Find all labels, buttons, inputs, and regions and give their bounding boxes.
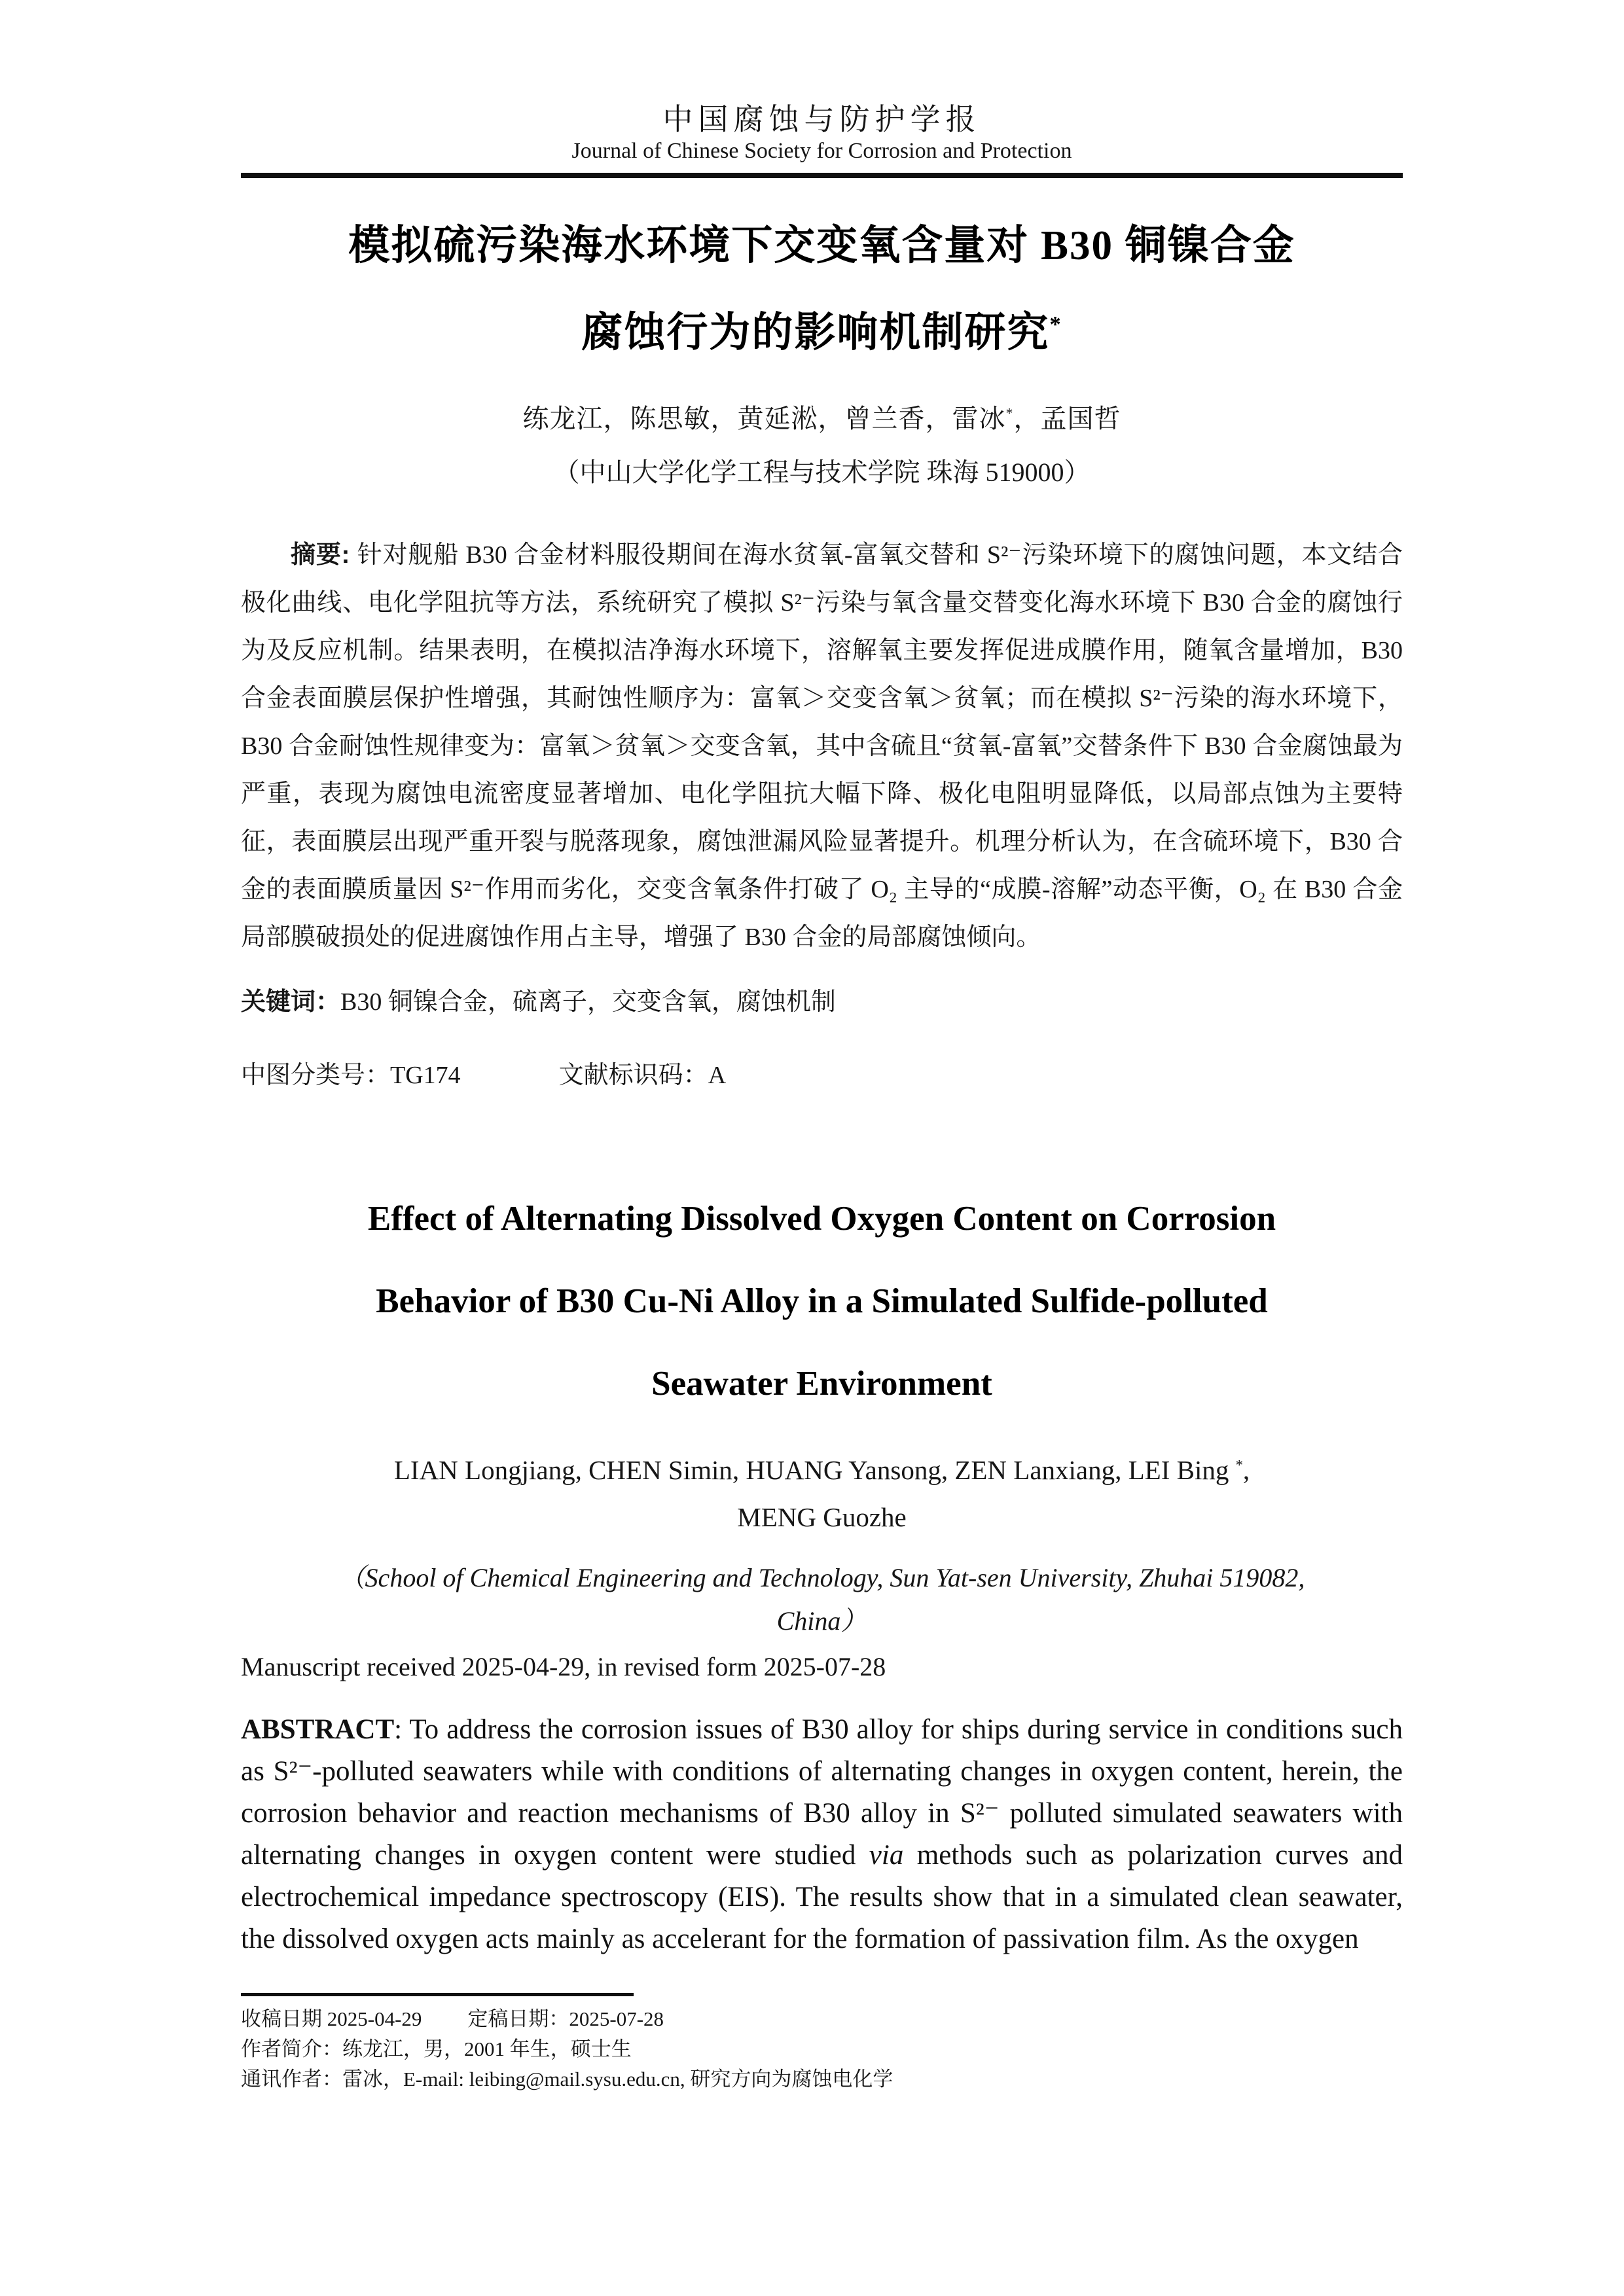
authors-zh-main: 练龙江，陈思敏，黄延淞，曾兰香，雷冰: [522, 404, 1006, 433]
document-code-value: A: [708, 1061, 727, 1089]
authors-zh: [241, 406, 1403, 432]
abstract-en-colon: :: [394, 1714, 410, 1746]
abstract-en-label: ABSTRACT: [241, 1714, 395, 1746]
corresponding-author-marker-zh: *: [1005, 404, 1014, 422]
clc-label: 中图分类号：: [241, 1061, 391, 1089]
abstract-en-text-part1: To address the corrosion issues of B30 alloy for ships during service in conditions such as S²⁻-polluted seawaters while with conditions of alternating changes in oxygen content, herein, the corrosion behavior and reaction mechanisms of B30 alloy in S²⁻ polluted simulated seawaters with alternating changes in oxygen content were studied: [241, 1714, 1403, 1871]
footnote-corresponding-author-line: 通讯作者：雷冰，E-mail: leibing@mail.sysu.edu.cn, 研究方向为腐蚀电化学: [241, 2068, 893, 2091]
abstract-zh: [241, 531, 1403, 961]
article-title-zh-line2-text: 腐蚀行为的影响机制研究: [581, 310, 1050, 355]
article-title-zh-line2: [241, 312, 1403, 353]
page-content: [241, 0, 1403, 2094]
footnote-dates-line: [241, 2004, 1403, 2034]
article-title-en-line2: Behavior of B30 Cu-Ni Alloy in a Simulated Sulfide-polluted: [376, 1282, 1268, 1321]
footnote-rule: [241, 1993, 634, 1996]
authors-zh-tail: ，孟国哲: [1013, 404, 1121, 433]
affiliation-zh: （中山大学化学工程与技术学院 珠海 519000）: [553, 457, 1091, 487]
title-footnote-marker: *: [1049, 312, 1062, 337]
abstract-en-text-part2: methods such as polarization curves and electrochemical impedance spectroscopy (EIS). The results show that in a simulated clean seawater, the dissolved oxygen acts mainly as accelerant for the formation of passivation film. As the oxygen: [241, 1840, 1403, 1955]
corresponding-author-marker-en: *: [1235, 1456, 1243, 1473]
footnote-received-date: 收稿日期 2025-04-29: [241, 2007, 422, 2031]
abstract-en: [241, 1709, 1403, 1960]
abstract-zh-label: 摘要:: [291, 541, 357, 569]
authors-en-line1-tail: ,: [1242, 1455, 1250, 1486]
authors-en-line1: [241, 1457, 1403, 1484]
keywords-zh-label: 关键词：: [241, 988, 341, 1016]
document-code-label: 文献标识码：: [558, 1061, 708, 1089]
abstract-zh-text: 针对舰船 B30 合金材料服役期间在海水贫氧-富氧交替和 S²⁻污染环境下的腐蚀问题，本文结合极化曲线、电化学阻抗等方法，系统研究了模拟 S²⁻污染与氧含量交替变化海水环境下 B30 合金的腐蚀行为及反应机制。结果表明，在模拟洁净海水环境下，溶解氧主要发挥促进成膜作用，随氧含量增加，B30 合金表面膜层保护性增强，其耐蚀性顺序为：富氧＞交变含氧＞贫氧；而在模拟 S²⁻污染的海水环境下，B30 合金耐蚀性规律变为：富氧＞贫氧＞交变含氧，其中含硫且“贫氧-富氧”交替条件下 B30 合金腐蚀最为严重，表现为腐蚀电流密度显著增加、电化学阻抗大幅下降、极化电阻明显降低，以局部点蚀为主要特征，表面膜层出现严重开裂与脱落现象，腐蚀泄漏风险显著提升。机理分析认为，在含硫环境下，B30 合金的表面膜质量因 S²⁻作用而劣化，交变含氧条件打破了 O₂ 主导的“成膜-溶解”动态平衡，O₂ 在 B30 合金局部膜破损处的促进腐蚀作用占主导，增强了 B30 合金的局部腐蚀倾向。: [241, 541, 1403, 951]
journal-name-en: Journal of Chinese Society for Corrosion and Protection: [571, 139, 1072, 163]
header-rule: [241, 173, 1403, 178]
manuscript-received-line: Manuscript received 2025-04-29, in revised form 2025-07-28: [241, 1652, 886, 1682]
authors-en-line2: MENG Guozhe: [737, 1502, 907, 1533]
authors-en-line1-main: LIAN Longjiang, CHEN Simin, HUANG Yansong, ZEN Lanxiang, LEI Bing: [393, 1455, 1236, 1486]
keywords-zh-text: B30 铜镍合金，硫离子，交变含氧，腐蚀机制: [340, 988, 836, 1016]
affiliation-en-line2: China）: [776, 1606, 867, 1636]
keywords-zh: [241, 988, 1403, 1018]
footnote-author-bio-line: 作者简介：练龙江，男，2001 年生，硕士生: [241, 2037, 632, 2061]
article-title-en-line1: Effect of Alternating Dissolved Oxygen Content on Corrosion: [367, 1200, 1276, 1238]
footnote-finalized-date: 定稿日期：2025-07-28: [467, 2007, 664, 2031]
affiliation-en-line1: （School of Chemical Engineering and Technology, Sun Yat-sen University, Zhuhai 519082,: [338, 1563, 1305, 1593]
footnote-block: [241, 2004, 1403, 2094]
classification-line: [241, 1061, 1403, 1091]
article-title-zh-line1: 模拟硫污染海水环境下交变氧含量对 B30 铜镍合金: [348, 223, 1295, 268]
journal-name-zh: 中国腐蚀与防护学报: [662, 103, 981, 136]
article-title-en-line3: Seawater Environment: [651, 1365, 992, 1403]
abstract-en-via-word: via: [869, 1840, 904, 1871]
clc-value: TG174: [390, 1061, 461, 1089]
